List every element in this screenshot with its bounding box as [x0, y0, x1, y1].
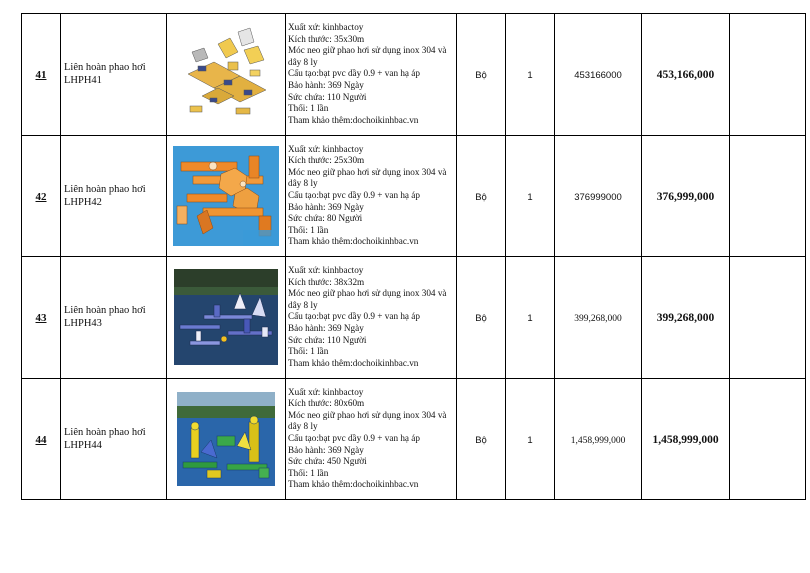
- note-cell: [730, 14, 806, 136]
- unit: Bộ: [475, 70, 487, 82]
- quantity-cell: [506, 378, 555, 500]
- row-number-cell: [22, 378, 61, 500]
- table-row: [22, 135, 806, 257]
- unit-cell: [457, 257, 506, 379]
- product-spec: [286, 386, 456, 492]
- note-cell: [730, 135, 806, 257]
- product-name: Liên hoàn phao hơi LHPH42: [64, 183, 146, 208]
- spec-origin: Xuất xứ: kinhbactoy: [288, 265, 364, 276]
- spec-anchor: Móc neo giữ phao hơi sử dụng inox 304 và dây 8 ly: [288, 409, 447, 432]
- row-number-cell: [22, 257, 61, 379]
- product-name: Liên hoàn phao hơi LHPH44: [64, 426, 146, 451]
- total-price-cell: [642, 135, 730, 257]
- unit-cell: [457, 378, 506, 500]
- table-row: [22, 378, 806, 500]
- product-image-cell: [167, 135, 286, 257]
- quantity-cell: [506, 135, 555, 257]
- quantity: 1: [527, 70, 533, 82]
- spec-inflation: Thổi: 1 lần: [288, 224, 329, 235]
- inflatable-water-park-orange-icon: [173, 146, 279, 246]
- product-name-cell: [61, 135, 167, 257]
- spec-anchor: Móc neo giữ phao hơi sử dụng inox 304 và dây 8 ly: [288, 288, 447, 310]
- spec-inflation: Thổi: 1 lần: [288, 103, 329, 114]
- row-number: 44: [35, 433, 47, 446]
- unit-cell: [457, 135, 506, 257]
- spec-anchor: Móc neo giữ phao hơi sử dụng inox 304 và dây 8 ly: [288, 166, 447, 189]
- product-name-cell: [61, 378, 167, 500]
- product-image-cell: [167, 14, 286, 136]
- unit-price: 376999000: [574, 191, 622, 203]
- spec-material: Cấu tạo:bạt pvc dầy 0.9 + van hạ áp: [288, 68, 420, 79]
- quantity-cell: [506, 14, 555, 136]
- spec-material: Cấu tạo:bạt pvc dầy 0.9 + van hạ áp: [288, 189, 420, 200]
- product-image-cell: [167, 257, 286, 379]
- product-spec: [286, 264, 456, 370]
- unit-price-cell: [555, 378, 642, 500]
- quantity: 1: [527, 434, 533, 446]
- row-number: 43: [35, 312, 47, 325]
- inflatable-water-park-isometric-icon: [178, 22, 274, 126]
- product-spec-cell: [286, 378, 457, 500]
- spec-warranty: Bảo hành: 369 Ngày: [288, 444, 364, 455]
- spec-origin: Xuất xứ: kinhbactoy: [288, 386, 364, 397]
- spec-anchor: Móc neo giữ phao hơi sử dụng inox 304 và dây 8 ly: [288, 45, 447, 67]
- row-number: 41: [35, 69, 47, 82]
- unit-price-cell: [555, 135, 642, 257]
- spec-warranty: Bảo hành: 369 Ngày: [288, 80, 364, 91]
- product-spec-cell: [286, 257, 457, 379]
- spec-inflation: Thổi: 1 lần: [288, 346, 329, 357]
- unit-price: 399,268,000: [574, 314, 622, 325]
- spec-size: Kích thước: 80x60m: [288, 398, 365, 409]
- table-row: [22, 14, 806, 136]
- spec-size: Kích thước: 25x30m: [288, 155, 365, 166]
- unit-price-cell: [555, 14, 642, 136]
- spec-warranty: Bảo hành: 369 Ngày: [288, 323, 364, 334]
- spec-reference: Tham khảo thêm:dochoikinhbac.vn: [288, 357, 419, 368]
- spec-size: Kích thước: 35x30m: [288, 33, 365, 44]
- note-cell: [730, 378, 806, 500]
- spec-material: Cấu tạo:bạt pvc dầy 0.9 + van hạ áp: [288, 432, 420, 443]
- total-price: 376,999,000: [656, 190, 715, 203]
- unit: Bộ: [475, 191, 487, 203]
- unit-price: 1,458,999,000: [570, 435, 626, 446]
- unit-cell: [457, 14, 506, 136]
- spec-capacity: Sức chứa: 450 Người: [288, 456, 367, 467]
- product-name-cell: [61, 257, 167, 379]
- unit-price: 453166000: [574, 70, 622, 82]
- spec-size: Kích thước: 38x32m: [288, 276, 365, 287]
- spec-capacity: Sức chứa: 110 Người: [288, 91, 367, 102]
- total-price: 453,166,000: [656, 69, 715, 82]
- spec-inflation: Thổi: 1 lần: [288, 467, 329, 478]
- row-number: 42: [35, 190, 47, 203]
- spec-material: Cấu tạo:bạt pvc dầy 0.9 + van hạ áp: [288, 311, 420, 322]
- unit: Bộ: [475, 434, 487, 446]
- inflatable-water-park-towers-icon: [177, 392, 275, 486]
- spec-origin: Xuất xứ: kinhbactoy: [288, 143, 364, 154]
- row-number-cell: [22, 14, 61, 136]
- note-cell: [730, 257, 806, 379]
- spec-reference: Tham khảo thêm:dochoikinhbac.vn: [288, 236, 419, 247]
- product-spec: [286, 21, 456, 127]
- inflatable-water-park-lake-icon: [174, 269, 278, 365]
- spec-origin: Xuất xứ: kinhbactoy: [288, 22, 364, 33]
- unit-price-cell: [555, 257, 642, 379]
- table-row: [22, 257, 806, 379]
- spec-reference: Tham khảo thêm:dochoikinhbac.vn: [288, 479, 419, 490]
- quantity-cell: [506, 257, 555, 379]
- spec-reference: Tham khảo thêm:dochoikinhbac.vn: [288, 114, 419, 125]
- product-name-cell: [61, 14, 167, 136]
- product-spec-cell: [286, 14, 457, 136]
- unit: Bộ: [475, 313, 487, 325]
- product-price-table: [21, 13, 806, 500]
- total-price: 399,268,000: [656, 312, 715, 325]
- total-price-cell: [642, 257, 730, 379]
- product-name: Liên hoàn phao hơi LHPH41: [64, 62, 146, 87]
- total-price-cell: [642, 14, 730, 136]
- product-image-cell: [167, 378, 286, 500]
- quantity: 1: [527, 191, 533, 203]
- product-spec: [286, 143, 456, 249]
- row-number-cell: [22, 135, 61, 257]
- quantity: 1: [527, 313, 533, 325]
- product-name: Liên hoàn phao hơi LHPH43: [64, 305, 146, 330]
- product-spec-cell: [286, 135, 457, 257]
- spec-warranty: Bảo hành: 369 Ngày: [288, 201, 364, 212]
- spec-capacity: Sức chứa: 80 Người: [288, 213, 363, 224]
- total-price: 1,458,999,000: [652, 433, 719, 446]
- spec-capacity: Sức chứa: 110 Người: [288, 334, 367, 345]
- total-price-cell: [642, 378, 730, 500]
